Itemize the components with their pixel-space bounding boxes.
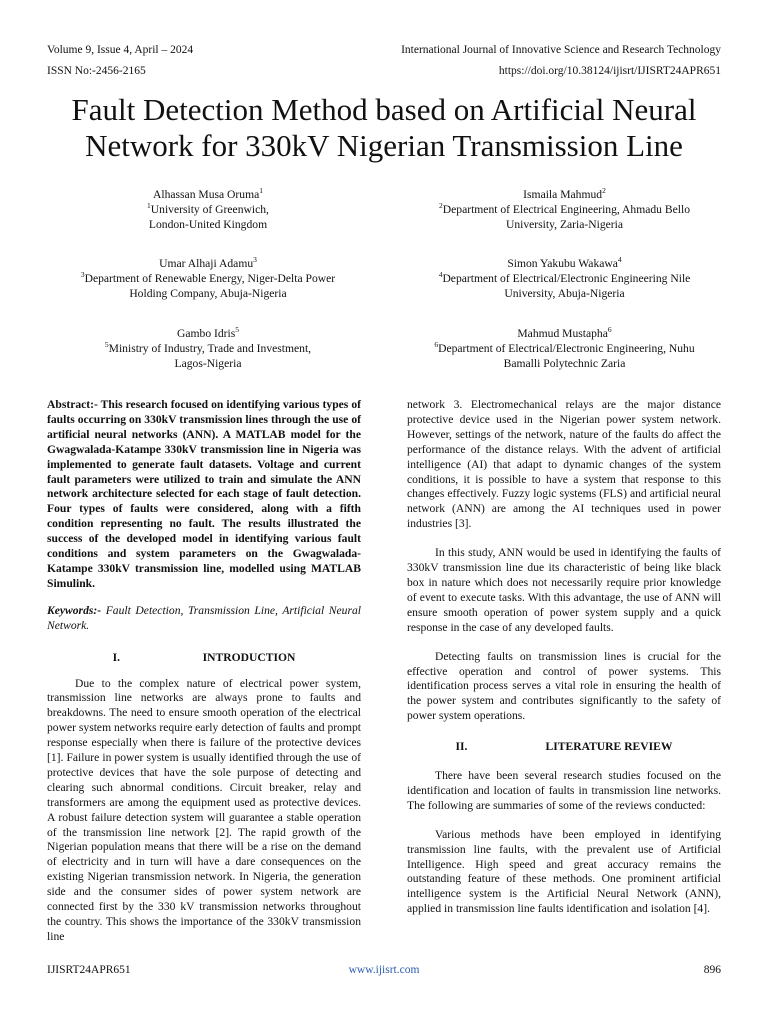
author-name: Mahmud Mustapha (517, 327, 608, 340)
author-block-3 (48, 256, 368, 301)
section-heading-literature-review (407, 740, 721, 755)
affiliation-number: 1 (147, 201, 151, 211)
keywords (47, 604, 361, 634)
paragraph: In this study, ANN would be used in identifying the faults of 330kV transmission line due its characteristic of being like black box in nature which does not necessarily require prior knowledge of event to execute tasks. With this advantage, the use of ANN will ensure smooth operation of power system supply and a quick response in the case of any developed faults. (407, 546, 721, 634)
section-heading-introduction (47, 651, 361, 666)
journal-name: International Journal of Innovative Science and Research Technology (401, 44, 721, 56)
intro-paragraph: Due to the complex nature of electrical power system, transmission line networks are always prone to faults and breakdowns. The need to ensure smooth operation of the electrical power system networks require early detection of faults and prompt response especially when there is failure of the protective devices [1]. Failure in power system is usually identified through the use of protective devices that have the sole purpose of detecting and clearing such abnormal conditions. Circuit breaker, relay and transformers are among the equipment used as protective devices. A robust failure detection system will guarantee a stable operation of the transmission line network [2]. The rapid growth of the Nigerian population means that there will be a rise on the demand of electricity and in turn will have a dare consequences on the existing Nigerian transmission network. In Nigeria, the generation side and the consumer sides of power system network are connected first by the 330 kV transmission networks throughout the country. This shows the importance of the 330kV transmission line (47, 676, 361, 943)
section-number: I. (112, 650, 121, 664)
author-name: Gambo Idris (176, 327, 236, 340)
author-name: Umar Alhaji Adamu (159, 257, 254, 270)
affiliation-line: Department of Renewable Energy, Niger-Delta Power (84, 272, 336, 285)
volume-info: Volume 9, Issue 4, April – 2024 (47, 44, 194, 56)
affiliation-line: University of Greenwich, (150, 203, 269, 216)
abstract: Abstract:- This research focused on identifying various types of faults occurring on 330kV transmission lines through the use of artificial neural networks (ANN). A MATLAB model for the Gwagwalada-Katampe 330kV transmission line in Nigeria was implemented to generate fault datasets. Voltage and current fault parameters were utilized to train and simulate the ANN network architecture selected for each stage of fault detection. Four types of faults were considered, along with a fifth condition representing no fault. The results illustrated the success of the developed model in identifying various fault conditions and system parameters on the Gwagwalada-Katampe 330kV transmission line, modelled using MATLAB Simulink. (47, 398, 361, 590)
author-name: Ismaila Mahmud (523, 188, 603, 201)
keywords-text: Fault Detection, Transmission Line, Artificial Neural Network. (47, 603, 361, 632)
paragraph: Detecting faults on transmission lines is crucial for the effective operation and control of power systems. This identification process serves a vital role in ensuring the health of the power system and contributes significantly to the safety of power system operations. (407, 649, 721, 723)
paragraph: network 3. Electromechanical relays are the major distance protective device used in the Nigerian power system network. However, settings of the network, nature of the faults do affect the performance of the distance relays. With the advent of artificial intelligence (AI) that adapt to dynamic changes of the system conditions, it is possible to have a system that response to this changes effectively. Fuzzy logic systems (FLS) and artificial neural network (ANN) are among the AI techniques used in power industries [3]. (407, 398, 721, 531)
title-line-2: Network for 330kV Nigerian Transmission Line (85, 128, 683, 163)
affiliation-number: 2 (439, 201, 443, 211)
affiliation-number: 6 (434, 340, 439, 350)
affiliation-line: University, Zaria-Nigeria (505, 218, 624, 231)
section-title: LITERATURE REVIEW (545, 740, 673, 754)
footer-paper-id: IJISRT24APR651 (47, 964, 131, 976)
issn: ISSN No:-2456-2165 (47, 65, 146, 77)
affiliation-line: Bamalli Polytechnic Zaria (503, 357, 626, 370)
author-name: Simon Yakubu Wakawa (507, 257, 618, 270)
affiliation-line: Department of Electrical Engineering, Ahmadu Bello (442, 203, 690, 216)
author-number: 4 (617, 255, 622, 265)
author-block-6 (402, 326, 727, 371)
author-number: 5 (235, 325, 240, 335)
doi-link[interactable]: https://doi.org/10.38124/ijisrt/IJISRT24APR651 (498, 65, 721, 77)
author-block-4 (402, 256, 727, 301)
section-number: II. (455, 740, 468, 754)
affiliation-line: Department of Electrical/Electronic Engineering Nile (442, 272, 691, 285)
affiliation-line: University, Abuja-Nigeria (504, 287, 625, 300)
page-number: 896 (703, 964, 721, 976)
affiliation-number: 5 (104, 340, 109, 350)
paper-title (0, 92, 768, 164)
affiliation-number: 4 (438, 270, 443, 280)
footer-website-link[interactable]: www.ijisrt.com (348, 964, 420, 976)
author-number: 3 (253, 255, 257, 265)
affiliation-line: Department of Electrical/Electronic Engineering, Nuhu (438, 342, 695, 355)
author-block-2 (402, 187, 727, 232)
section-title: INTRODUCTION (202, 650, 296, 664)
author-block-5 (48, 326, 368, 371)
affiliation-number: 3 (80, 270, 85, 280)
affiliation-line: Holding Company, Abuja-Nigeria (129, 287, 287, 300)
keywords-label: Keywords:- (47, 603, 102, 617)
author-number: 1 (259, 186, 263, 196)
author-number: 6 (607, 325, 612, 335)
title-line-1: Fault Detection Method based on Artificial Neural (71, 92, 697, 127)
affiliation-line: Ministry of Industry, Trade and Investment, (108, 342, 312, 355)
author-block-1 (48, 187, 368, 232)
right-column (407, 398, 721, 917)
left-column (47, 398, 361, 945)
paragraph: There have been several research studies focused on the identification and location of faults in transmission line networks. The following are summaries of some of the reviews conducted: (407, 769, 721, 812)
affiliation-line: London-United Kingdom (148, 218, 268, 231)
author-name: Alhassan Musa Oruma (152, 188, 260, 201)
author-number: 2 (602, 186, 606, 196)
affiliation-line: Lagos-Nigeria (174, 357, 242, 370)
paragraph: Various methods have been employed in identifying transmission line faults, with the prevalent use of Artificial Intelligence. High speed and great accuracy remains the outstanding feature of these methods. One prominent artificial intelligence system is the Artificial Neural Network (ANN), applied in transmission line faults identification and isolation [4]. (407, 827, 721, 916)
